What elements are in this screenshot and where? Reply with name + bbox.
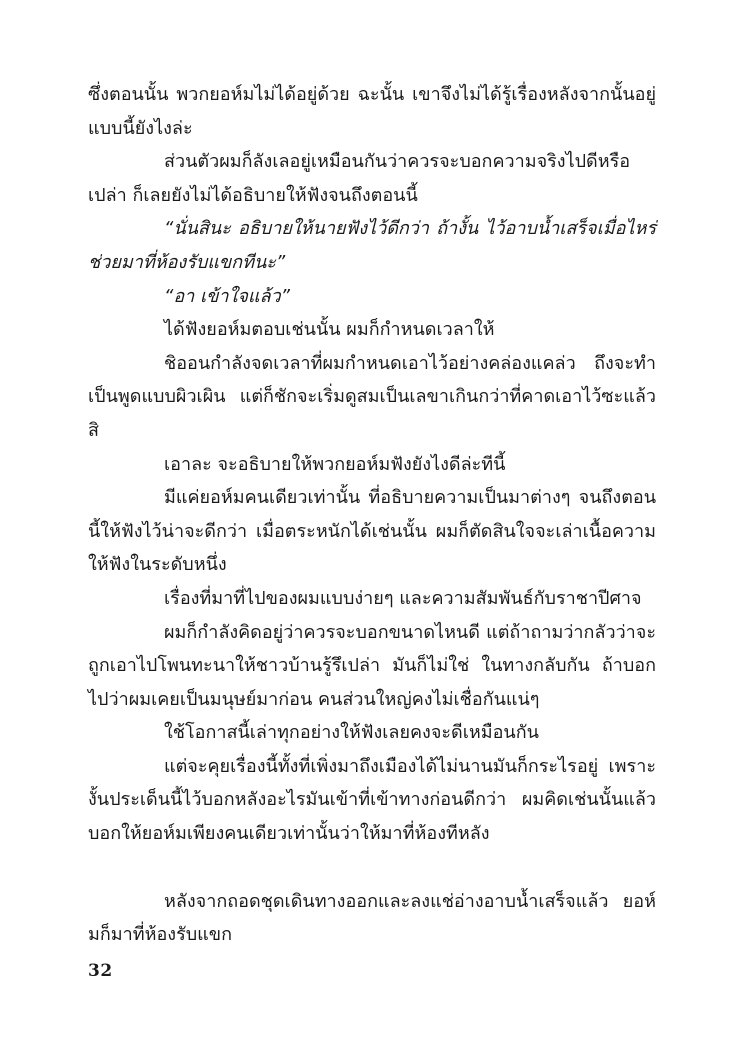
paragraph: ผมก็กำลังคิดอยู่ว่าควรจะบอกขนาดไหนดี แต่ถ้าถามว่ากลัวว่าจะถูกเอาไปโพนทะนาให้ชาวบ้านรู้รึเปล่า มันก็ไม่ใช่ ในทางกลับกัน ถ้าบอกไปว่าผมเคยเป็นมนุษย์มาก่อน คนส่วนใหญ่คงไม่เชื่อกันแน่ๆ	[88, 621, 656, 710]
paragraph: ชิออนกำลังจดเวลาที่ผมกำหนดเอาไว้อย่างคล่องแคล่ว ถึงจะทำเป็นพูดแบบผิวเผิน แต่ก็ชักจะเริ่มดูสมเป็นเลขาเกินกว่าที่คาดเอาไว้ซะแล้วสิ	[88, 352, 656, 441]
paragraph: เรื่องที่มาที่ไปของผมแบบง่ายๆ และความสัมพันธ์กับราชาปีศาจ	[164, 587, 642, 609]
page-number: 32	[88, 961, 113, 981]
scene-break	[88, 851, 656, 885]
paragraph: ซึ่งตอนนั้น พวกยอห์มไม่ได้อยู่ด้วย ฉะนั้น เขาจึงไม่ได้รู้เรื่องหลังจากนั้นอยู่แบบนี้ยังไงล่ะ	[88, 84, 656, 139]
paragraph: เอาละ จะอธิบายให้พวกยอห์มฟังยังไงดีล่ะทีนี้	[164, 453, 506, 475]
paragraph: หลังจากถอดชุดเดินทางออกและลงแช่อ่างอาบน้ำเสร็จแล้ว ยอห์มก็มาที่ห้องรับแขก	[88, 890, 656, 946]
dialogue-paragraph: “อา เข้าใจแล้ว”	[164, 285, 290, 307]
paragraph: แต่จะคุยเรื่องนี้ทั้งที่เพิ่งมาถึงเมืองได้ไม่นานมันก็กระไรอยู่ เพราะงั้นประเด็นนี้ไว้บอกหลังอะไรมันเข้าที่เข้าทางก่อนดีกว่า ผมคิดเช่นนั้นแล้วบอกให้ยอห์มเพียงคนเดียวเท่านั้นว่าให้มาที่ห้องทีหลัง	[88, 755, 656, 845]
paragraph: ได้ฟังยอห์มตอบเช่นนั้น ผมก็กำหนดเวลาให้	[164, 319, 495, 341]
paragraph: ส่วนตัวผมก็ลังเลอยู่เหมือนกันว่าควรจะบอกความจริงไปดีหรือเปล่า ก็เลยยังไม่ได้อธิบายให้ฟังจนถึงตอนนี้	[88, 151, 631, 206]
body-text	[88, 78, 656, 952]
paragraph: ใช้โอกาสนี้เล่าทุกอย่างให้ฟังเลยคงจะดีเหมือนกัน	[164, 722, 539, 744]
dialogue-paragraph: “นั่นสินะ อธิบายให้นายฟังไว้ดีกว่า ถ้างั้น ไว้อาบน้ำเสร็จเมื่อไหร่ช่วยมาที่ห้องรับแขกทีนะ”	[88, 218, 656, 273]
paragraph: มีแค่ยอห์มคนเดียวเท่านั้น ที่อธิบายความเป็นมาต่างๆ จนถึงตอนนี้ให้ฟังไว้น่าจะดีกว่า เมื่อตระหนักได้เช่นนั้น ผมก็ตัดสินใจจะเล่าเนื้อความให้ฟังในระดับหนึ่ง	[88, 487, 656, 576]
